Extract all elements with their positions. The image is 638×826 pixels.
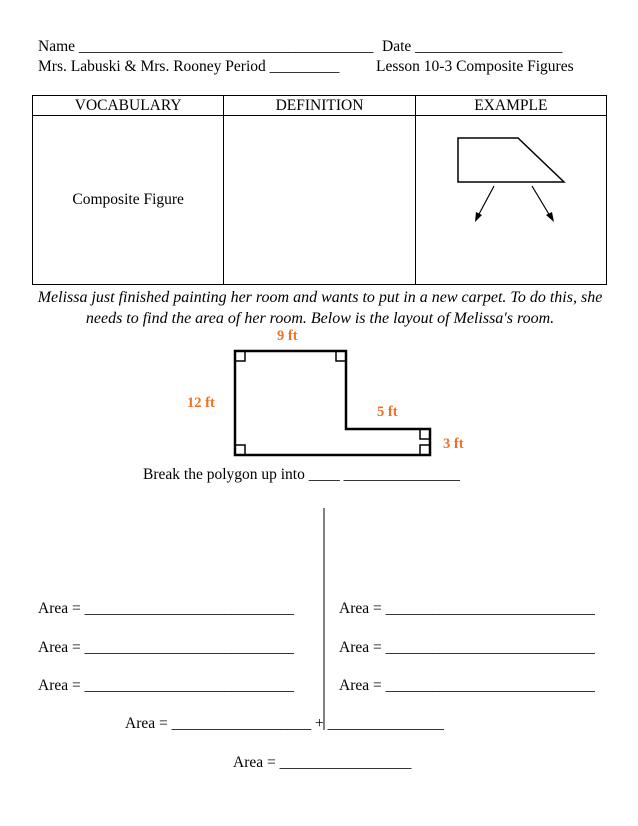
area-line-right-1[interactable]: Area = ___________________________ [339, 600, 595, 617]
area-line-right-3[interactable]: Area = ___________________________ [339, 677, 595, 694]
dimension-top: 9 ft [277, 328, 298, 344]
right-angle-mark-right-lower [420, 445, 430, 455]
header-example: EXAMPLE [415, 96, 606, 116]
break-polygon-prompt[interactable]: Break the polygon up into ____ _______________ [143, 466, 460, 483]
area-line-left-3[interactable]: Area = ___________________________ [38, 677, 294, 694]
vocab-term: Composite Figure [72, 191, 184, 208]
right-angle-mark-bottom-left [235, 445, 245, 455]
right-angle-mark-top-right [336, 351, 346, 361]
area-total-line[interactable]: Area = _________________ [233, 754, 412, 771]
area-sum-line[interactable]: Area = __________________ + _______________ [125, 715, 444, 732]
header-definition: DEFINITION [224, 96, 415, 116]
header-vocabulary: VOCABULARY [33, 96, 224, 116]
dimension-middle: 5 ft [377, 404, 398, 420]
right-angle-mark-top-left [235, 351, 245, 361]
name-field[interactable]: Name ______________________________________ [38, 38, 374, 55]
lesson-title: Lesson 10-3 Composite Figures [376, 58, 574, 75]
problem-statement: Melissa just finished painting her room and wants to put in a new carpet. To do this, she needs to find the area of her room. Below is the layout of Melissa's room. [37, 289, 603, 327]
room-outline [235, 351, 430, 455]
date-field[interactable]: Date ___________________ [382, 38, 563, 55]
area-line-right-2[interactable]: Area = ___________________________ [339, 639, 595, 656]
area-line-left-1[interactable]: Area = ___________________________ [38, 600, 294, 617]
teachers-period-field[interactable]: Mrs. Labuski & Mrs. Rooney Period _________ [38, 58, 340, 75]
right-angle-mark-right-upper [420, 429, 430, 439]
dimension-left: 12 ft [187, 395, 215, 411]
area-line-left-2[interactable]: Area = ___________________________ [38, 639, 294, 656]
dimension-right: 3 ft [443, 436, 464, 452]
